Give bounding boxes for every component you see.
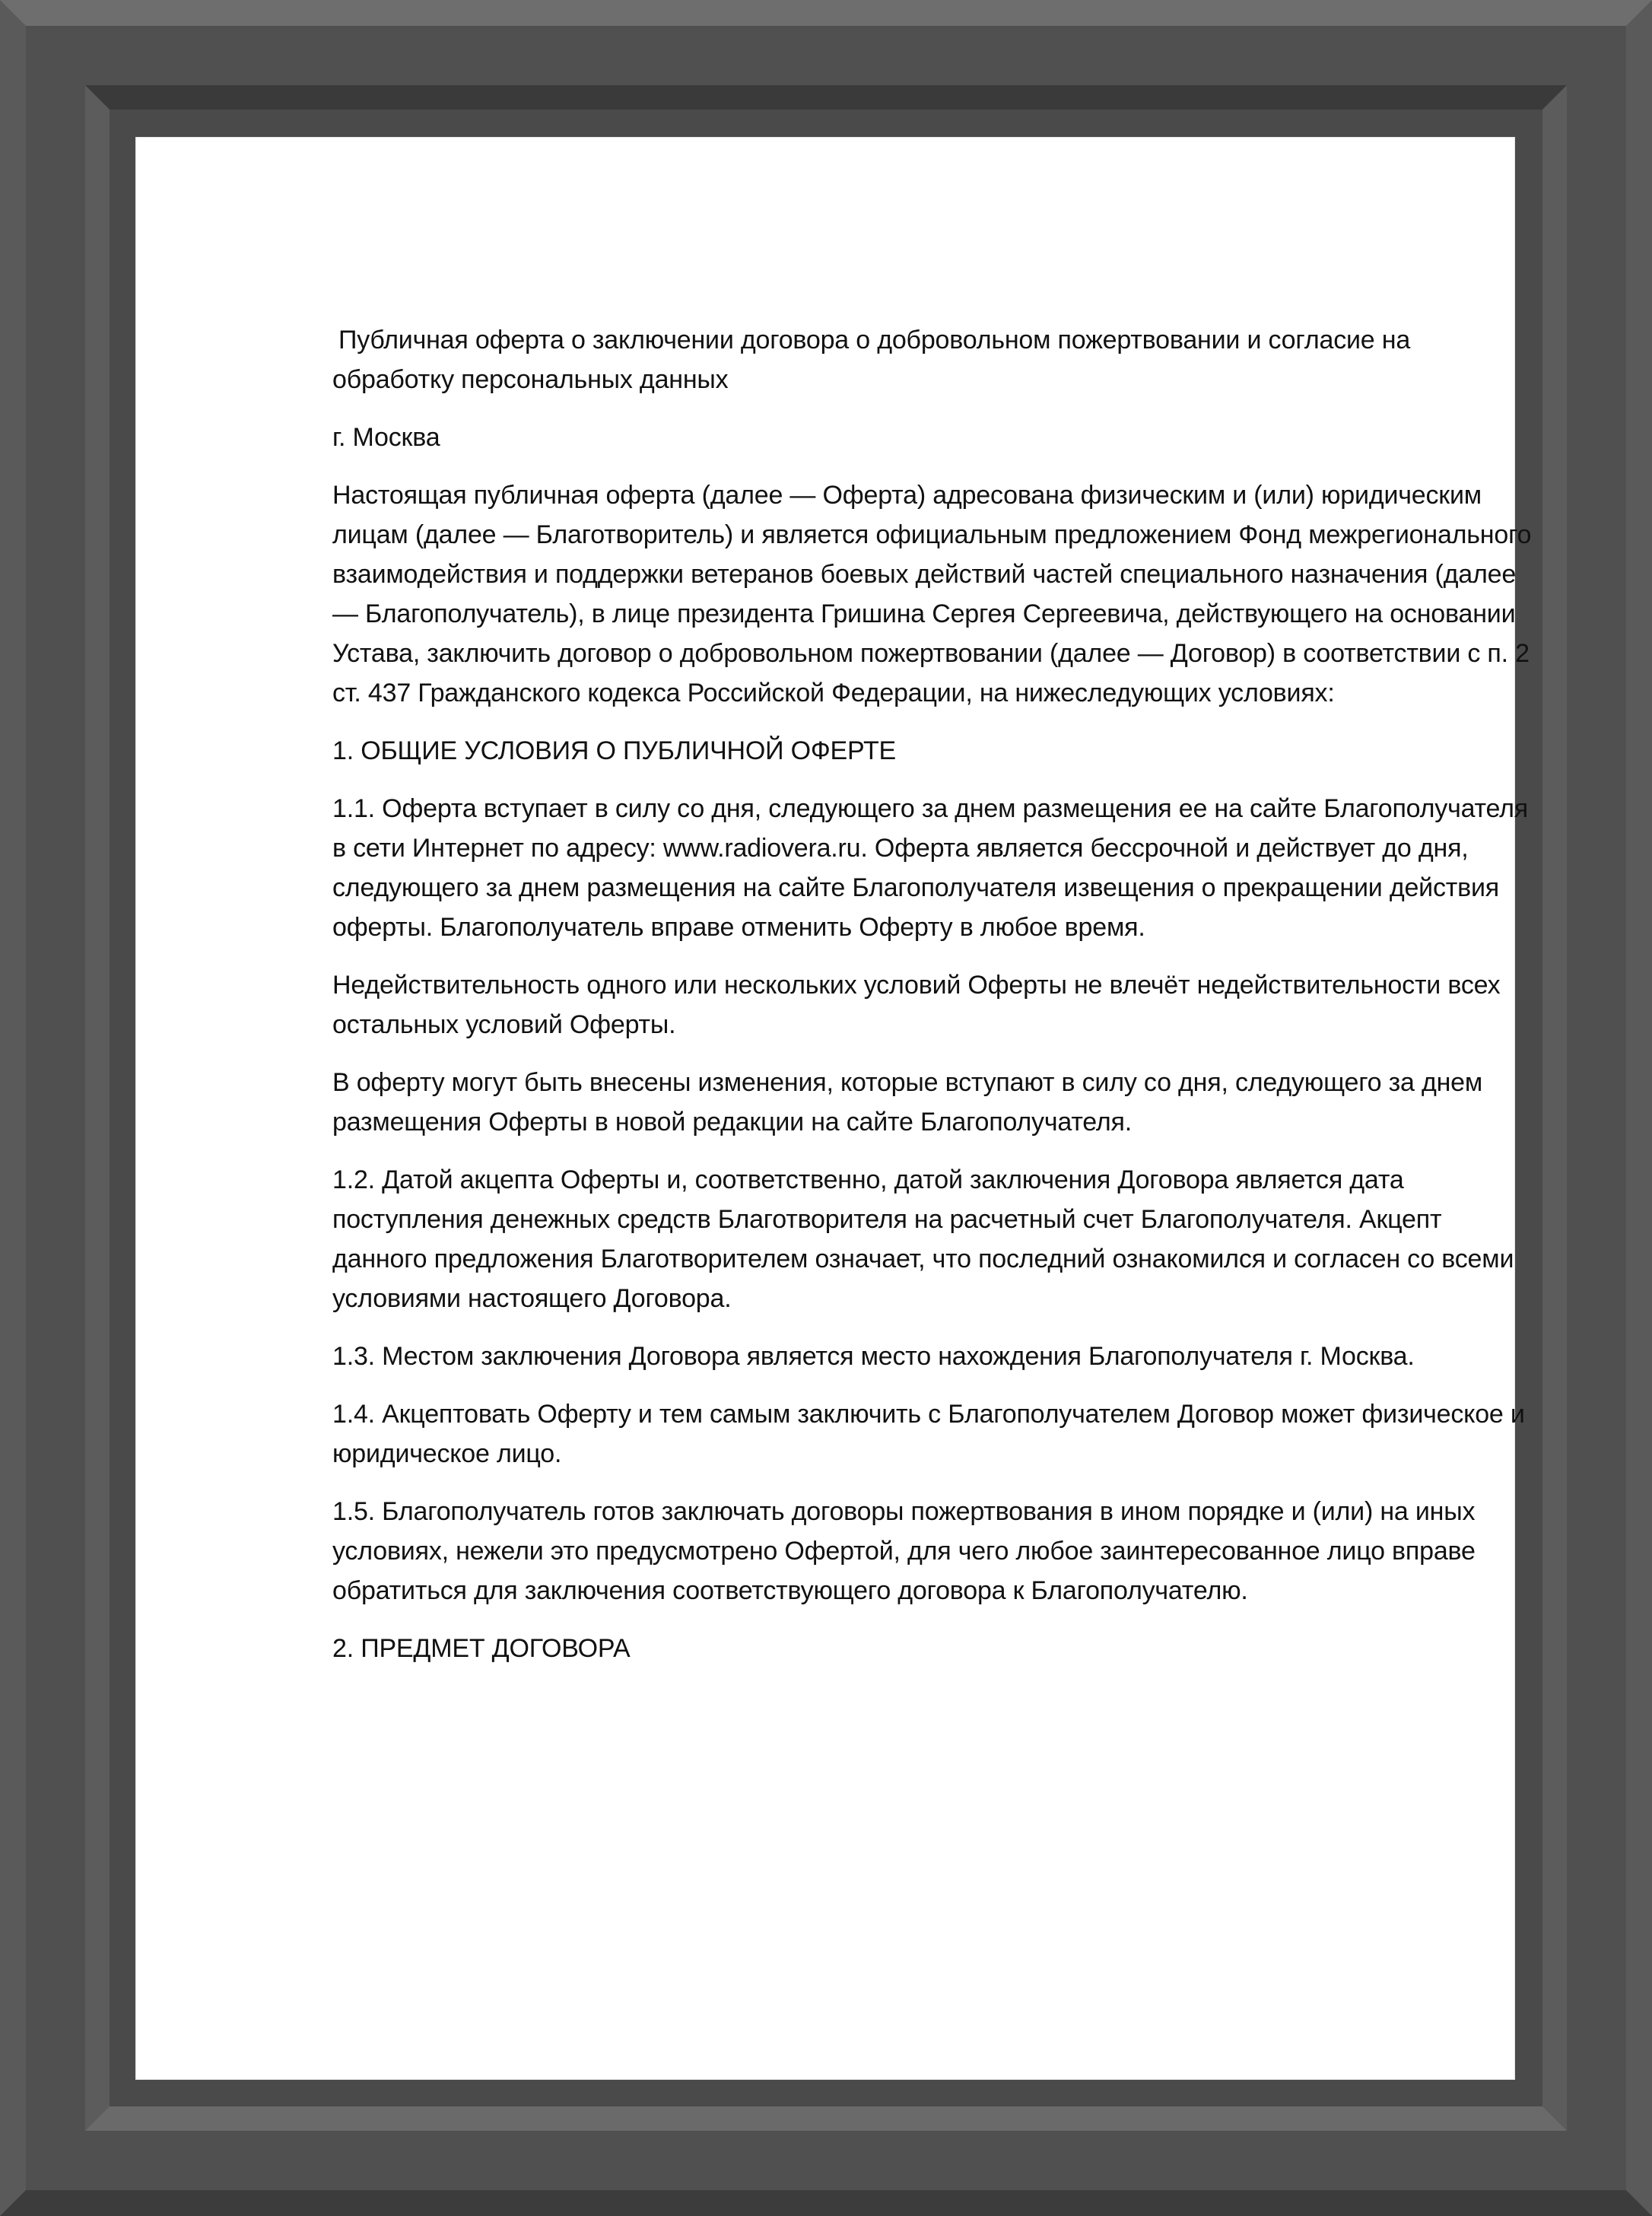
paragraph-1-3: 1.3. Местом заключения Договора является место нахождения Благополучателя г. Москва. — [332, 1342, 1415, 1371]
paragraph-1-2: 1.2. Датой акцепта Оферты и, соответственно, датой заключения Договора является дата поступления денежных средств Благотворителя на расчетный счет Благополучателя. Акцепт данного предложения Благотворителем означает, что последний ознакомился и согласен со всеми условиями настоящего Договора. — [332, 1165, 1514, 1313]
document-title: Публичная оферта о заключении договора о добровольном пожертвовании и согласие на обработку персональных данных — [332, 326, 1411, 394]
paragraph-1-1: 1.1. Оферта вступает в силу со дня, следующего за днем размещения ее на сайте Благополучателя в сети Интернет по адресу: www.radiovera.ru. Оферта является бессрочной и действует до дня, следующего за днем размещения на сайте Благополучателя извещения о прекращении действия оферты. Благополучатель вправе отменить Оферту в любое время. — [332, 794, 1528, 942]
section-1-heading: 1. ОБЩИЕ УСЛОВИЯ О ПУБЛИЧНОЙ ОФЕРТЕ — [332, 736, 897, 765]
paragraph-invalidity: Недействительность одного или нескольких условий Оферты не влечёт недействительности всех остальных условий Оферты. — [332, 971, 1501, 1039]
document-page — [135, 137, 1532, 2080]
intro-paragraph: Настоящая публичная оферта (далее — Оферта) адресована физическим и (или) юридическим лицам (далее — Благотворитель) и является официальным предложением Фонд межрегионального взаимодействия и поддержки ветеранов боевых действий частей специального назначения (далее — Благополучатель), в лице президента Гришина Сергея Сергеевича, действующего на основании Устава, заключить договор о добровольном пожертвовании (далее — Договор) в соответствии с п. 2 ст. 437 Гражданского кодекса Российской Федерации, на нижеследующих условиях: — [332, 481, 1532, 707]
section-2-heading: 2. ПРЕДМЕТ ДОГОВОРА — [332, 1634, 631, 1663]
paragraph-1-5: 1.5. Благополучатель готов заключать договоры пожертвования в ином порядке и (или) на иных условиях, нежели это предусмотрено Офертой, для чего любое заинтересованное лицо вправе обратиться для заключения соответствующего договора к Благополучателю. — [332, 1497, 1476, 1605]
document-city: г. Москва — [332, 423, 440, 452]
paragraph-1-4: 1.4. Акцептовать Оферту и тем самым заключить с Благополучателем Договор может физическое и юридическое лицо. — [332, 1400, 1525, 1468]
paragraph-changes: В оферту могут быть внесены изменения, которые вступают в силу со дня, следующего за днем размещения Оферты в новой редакции на сайте Благополучателя. — [332, 1068, 1483, 1137]
document-content — [332, 320, 1534, 1687]
